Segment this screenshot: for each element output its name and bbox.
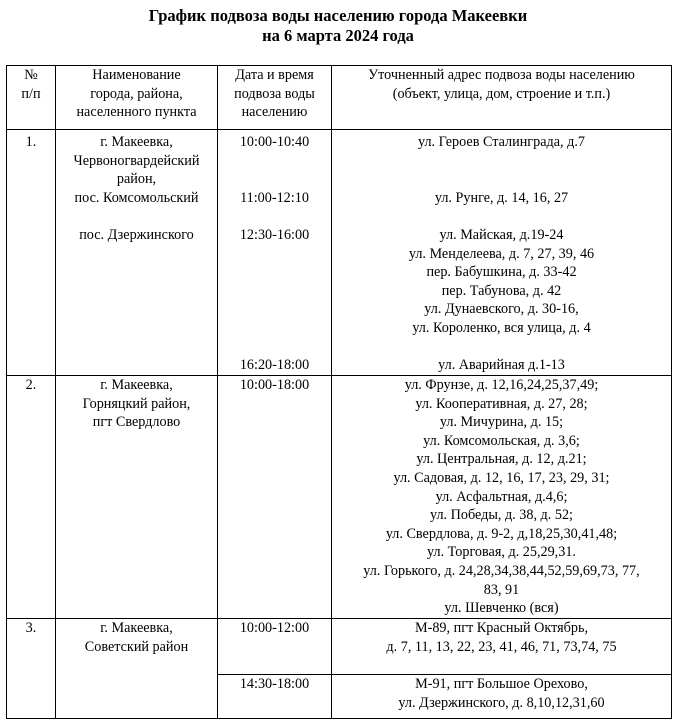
row-number	[7, 376, 56, 619]
header-num	[7, 66, 56, 130]
table-header-row	[7, 66, 672, 130]
cell-text: 2.	[25, 377, 37, 393]
cell-text: ул. Асфальтная, д.4,6;	[435, 488, 568, 505]
cell-text: д. 7, 11, 13, 22, 23, 41, 46, 71, 73,74, 75	[386, 638, 617, 655]
cell-text: 11:00-12:10	[240, 189, 309, 206]
cell-text: ул. Садовая, д. 12, 16, 17, 23, 29, 31;	[393, 469, 610, 486]
cell-text: ул. Шевченко (вся)	[444, 600, 559, 617]
cell-text: 10:00-12:00	[239, 620, 310, 636]
cell-text: ул. Аварийная д.1-13	[438, 357, 565, 374]
water-schedule-table	[6, 65, 672, 719]
table-row	[7, 619, 672, 675]
time-cell	[218, 376, 332, 619]
cell-text: ул. Свердлова, д. 9-2, д,18,25,30,41,48;	[385, 525, 618, 542]
address-cell	[332, 619, 672, 675]
spacer	[334, 152, 669, 171]
cell-text: ул. Мичурина, д. 15;	[439, 414, 564, 431]
header-address	[332, 66, 672, 130]
spacer	[220, 152, 329, 171]
header-text: подвоза воды	[234, 85, 315, 102]
cell-text: г. Макеевка,	[100, 377, 173, 393]
cell-text: 1.	[25, 134, 37, 150]
settlement-cell	[56, 376, 218, 619]
spacer	[334, 207, 669, 226]
row-number	[7, 619, 56, 719]
table-row	[7, 130, 672, 376]
spacer	[220, 319, 329, 338]
cell-text: ул. Дзержинского, д. 8,10,12,31,60	[398, 694, 605, 711]
cell-text: 10:00-18:00	[239, 377, 310, 393]
header-text: населению	[241, 104, 308, 121]
cell-text: ул. Победы, д. 38, д. 52;	[429, 507, 573, 524]
address-cell	[332, 376, 672, 619]
title-line-2: на 6 марта 2024 года	[262, 26, 414, 45]
time-cell	[218, 675, 332, 719]
spacer	[220, 282, 329, 301]
header-text: (объект, улица, дом, строение и т.п.)	[392, 85, 611, 102]
cell-text: 12:30-16:00	[239, 226, 310, 243]
header-text: Дата и время	[235, 67, 314, 83]
cell-text: 10:00-10:40	[239, 134, 310, 150]
header-text: №	[24, 67, 38, 83]
spacer	[334, 170, 669, 189]
spacer	[220, 263, 329, 282]
cell-text: ул. Центральная, д. 12, д.21;	[416, 451, 587, 468]
spacer	[220, 170, 329, 189]
cell-text: пер. Табунова, д. 42	[441, 282, 562, 299]
document-title	[0, 6, 676, 46]
cell-text: 14:30-18:00	[239, 676, 310, 692]
table-row	[7, 376, 672, 619]
cell-text: ул. Кооперативная, д. 27, 28;	[415, 395, 588, 412]
spacer	[220, 338, 329, 357]
cell-text: ул. Менделеева, д. 7, 27, 39, 46	[408, 245, 595, 262]
cell-text: ул. Короленко, вся улица, д. 4	[412, 319, 591, 336]
settlement-cell	[56, 130, 218, 376]
cell-text: М-89, пгт Красный Октябрь,	[414, 620, 588, 636]
cell-text: пгт Свердлово	[92, 414, 181, 431]
settlement-cell	[56, 619, 218, 719]
address-cell	[332, 130, 672, 376]
header-text: города, района,	[90, 85, 183, 102]
cell-text: 3.	[25, 620, 37, 636]
cell-text: Советский район	[84, 638, 189, 655]
spacer	[58, 207, 215, 226]
time-cell	[218, 130, 332, 376]
header-datetime	[218, 66, 332, 130]
cell-text: ул. Дунаевского, д. 30-16,	[424, 301, 579, 318]
cell-text: Червоногвардейский	[73, 152, 200, 169]
cell-text: ул. Героев Сталинграда, д.7	[418, 134, 585, 150]
cell-text: г. Макеевка,	[100, 134, 173, 150]
cell-text: г. Макеевка,	[100, 620, 173, 636]
spacer	[220, 207, 329, 226]
address-cell	[332, 675, 672, 719]
header-text: населенного пункта	[76, 104, 197, 121]
row-number	[7, 130, 56, 376]
cell-text: 83, 91	[483, 581, 520, 598]
cell-text: пос. Комсомольский	[74, 189, 199, 206]
header-name	[56, 66, 218, 130]
cell-text: ул. Комсомольская, д. 3,6;	[423, 432, 580, 449]
header-text: Наименование	[92, 67, 181, 83]
title-line-1: График подвоза воды населению города Макеевки	[148, 6, 528, 25]
header-text: Уточненный адрес подвоза воды населению	[368, 67, 635, 83]
cell-text: пер. Бабушкина, д. 33-42	[426, 264, 577, 281]
spacer	[220, 300, 329, 319]
header-text: п/п	[21, 85, 41, 102]
cell-text: ул. Торговая, д. 25,29,31.	[427, 544, 576, 561]
cell-text: 16:20-18:00	[239, 357, 310, 374]
cell-text: ул. Горького, д. 24,28,34,38,44,52,59,69,73, 77,	[363, 562, 640, 579]
time-cell	[218, 619, 332, 675]
spacer	[220, 245, 329, 264]
cell-text: ул. Майская, д.19-24	[439, 226, 564, 243]
cell-text: М-91, пгт Большое Орехово,	[415, 676, 588, 692]
cell-text: ул. Фрунзе, д. 12,16,24,25,37,49;	[404, 377, 599, 393]
cell-text: район,	[116, 171, 157, 188]
cell-text: ул. Рунге, д. 14, 16, 27	[434, 189, 569, 206]
cell-text: пос. Дзержинского	[79, 226, 194, 243]
spacer	[334, 338, 669, 357]
cell-text: Горняцкий район,	[82, 395, 191, 412]
